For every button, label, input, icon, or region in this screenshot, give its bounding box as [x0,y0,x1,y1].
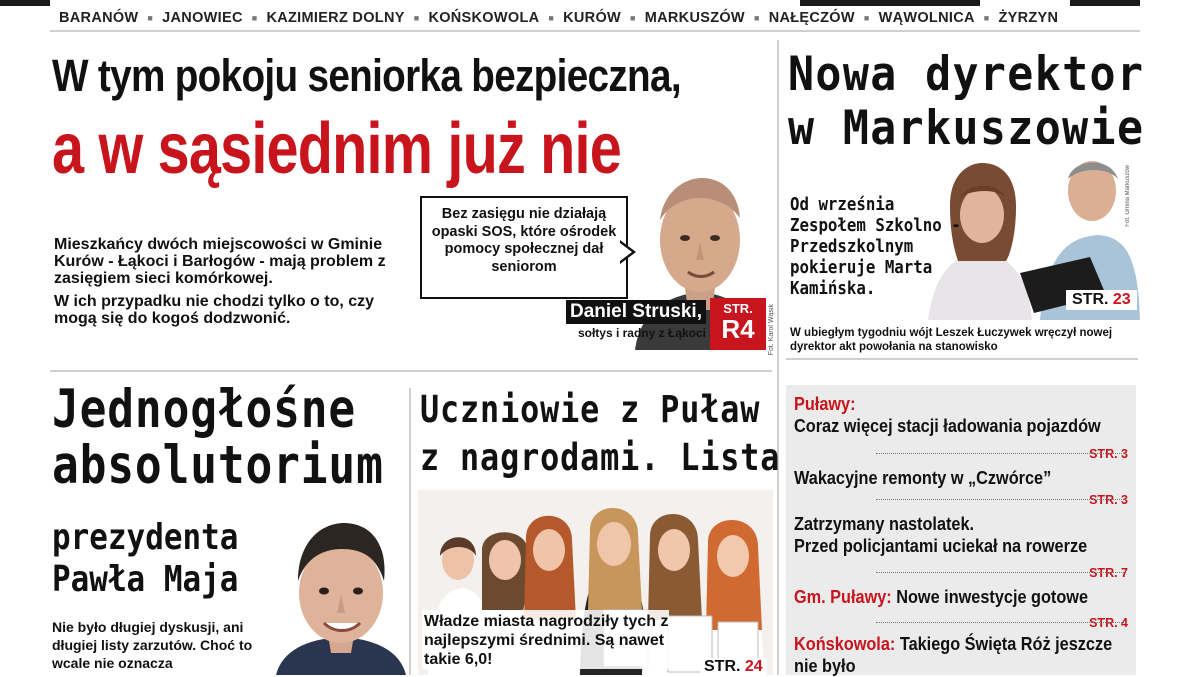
absolutorium-headline[interactable] [52,379,384,496]
brief-item[interactable] [794,586,1090,608]
brief-page-ref[interactable]: STR. 4 [1089,616,1128,630]
person-name: Daniel Struski, [566,300,706,324]
nav-separator: ■ [753,13,760,23]
nav-separator: ■ [413,13,420,23]
nav-separator: ■ [548,13,555,23]
director-photo-caption: W ubiegłym tygodniu wójt Leszek Łuczywek wręczył nowej dyrektor akt powołania na stanowisko [790,327,1113,353]
brief-place: Puławy: [794,393,856,414]
nav-item-konskowola[interactable]: KOŃSKOWOLA [428,10,540,26]
town-nav [50,6,1140,32]
director-summary: Od września Zespołem Szkolno - Przedszkolnym pokieruje Marta Kamińska. [790,195,961,299]
brief-divider [876,499,1126,500]
row-divider [50,370,772,372]
students-headline[interactable] [420,386,780,482]
students-headline-line2: z nagrodami. Lista [420,436,781,479]
brief-text-line2: nie było [794,655,856,676]
column-divider-lower [409,388,411,675]
quote-bubble: Bez zasięgu nie działają opaski SOS, które ośrodek pomocy społecznej dał seniorom [420,196,628,299]
absolutorium-sub-line1: prezydenta [52,517,239,558]
brief-item[interactable] [794,393,1101,437]
absolutorium-headline-line1: Jednogłośne [52,379,357,440]
nav-item-janowiec[interactable]: JANOWIEC [162,10,243,26]
students-headline-line1: Uczniowie z Puław [420,388,761,431]
page-ref-students[interactable] [700,658,767,676]
brief-page-ref[interactable]: STR. 3 [1089,447,1128,461]
nav-item-markuszow[interactable]: MARKUSZÓW [644,10,745,26]
nav-item-kurow[interactable]: KURÓW [563,10,622,26]
brief-page-ref[interactable]: STR. 7 [1089,566,1128,580]
brief-text: Takiego Święta Róż jeszcze [899,633,1113,654]
absolutorium-subheadline [52,517,238,601]
brief-text: Nowe inwestycje gotowe [896,586,1089,607]
absolutorium-headline-line2: absolutorium [52,435,384,496]
director-headline-line1: Nowa dyrektor [788,47,1145,102]
page-ref-badge[interactable] [710,298,766,350]
lead-summary-p2: W ich przypadku nie chodzi tylko o to, czy mogą się do kogoś dodzwonić. [54,293,375,327]
lead-summary-p1: Mieszkańcy dwóch miejscowości w Gminie Kurów - Łąkoci i Barłogów - mają problem z zasięgiem sieci komórkowej. [54,236,386,287]
lead-summary [54,236,404,333]
brief-item[interactable] [794,467,1090,489]
lead-headline-line2[interactable]: a w sąsiednim już nie [52,109,621,189]
brief-item[interactable] [794,633,1113,677]
nav-item-zyrzyn[interactable]: ŻYRZYN [998,10,1059,26]
page-ref-number: 23 [1112,291,1131,308]
brief-page-ref[interactable]: STR. 3 [1089,493,1128,507]
portrait-pawel-maj [276,515,406,675]
page-ref-label: STR. [704,658,741,675]
brief-item[interactable] [794,513,1090,557]
row-divider-right [786,358,1138,360]
quote-bubble-tail-inner [620,243,632,261]
lead-headline-line1[interactable]: W tym pokoju seniorka bezpieczna, [52,50,681,101]
nav-item-wawolnica[interactable]: WĄWOLNICA [878,10,975,26]
page-ref-label: STR. [1072,291,1109,308]
page-ref-director[interactable] [1066,290,1137,310]
brief-text-line2: Przed policjantami uciekał na rowerze [794,535,1088,556]
brief-divider [876,622,1126,623]
nav-item-baranow[interactable]: BARANÓW [59,10,139,26]
nav-separator: ■ [863,13,870,23]
page-ref-number: R4 [721,314,755,344]
director-headline[interactable] [788,48,1144,156]
brief-text: Wakacyjne remonty w „Czwórce” [794,467,1052,488]
nav-separator: ■ [983,13,990,23]
nav-item-kazimierz-dolny[interactable]: KAZIMIERZ DOLNY [266,10,405,26]
photo-credit-director: Fot. Gmina Markuszów [1125,165,1131,227]
person-caption [560,300,706,340]
news-briefs-box [786,385,1136,675]
brief-divider [876,453,1126,454]
nav-separator: ■ [251,13,258,23]
person-role: sołtys i radny z Łąkoci [577,326,706,340]
nav-separator: ■ [147,13,154,23]
brief-text: Coraz więcej stacji ładowania pojazdów [794,415,1101,436]
brief-place: Gm. Puławy: [794,586,892,607]
nav-item-naleczow[interactable]: NAŁĘCZÓW [768,10,855,26]
students-photo-caption: Władze miasta nagrodziły tych z najlepszymi średnimi. Są nawet takie 6,0! [422,610,669,669]
brief-divider [876,572,1126,573]
brief-text: Zatrzymany nastolatek. [794,513,975,534]
page-ref-number: 24 [744,658,763,675]
brief-place: Końskowola: [794,633,896,654]
photo-credit: Fot. Karol Wąsik [768,304,775,356]
absolutorium-sub-line2: Pawła Maja [52,559,239,600]
director-headline-line2: w Markuszowie [788,101,1145,156]
column-divider [777,40,779,675]
absolutorium-summary: Nie było długiej dyskusji, ani długiej listy zarzutów. Choć to wcale nie oznacza [52,619,253,671]
nav-separator: ■ [630,13,636,23]
page-ref-label: STR. [723,301,753,316]
